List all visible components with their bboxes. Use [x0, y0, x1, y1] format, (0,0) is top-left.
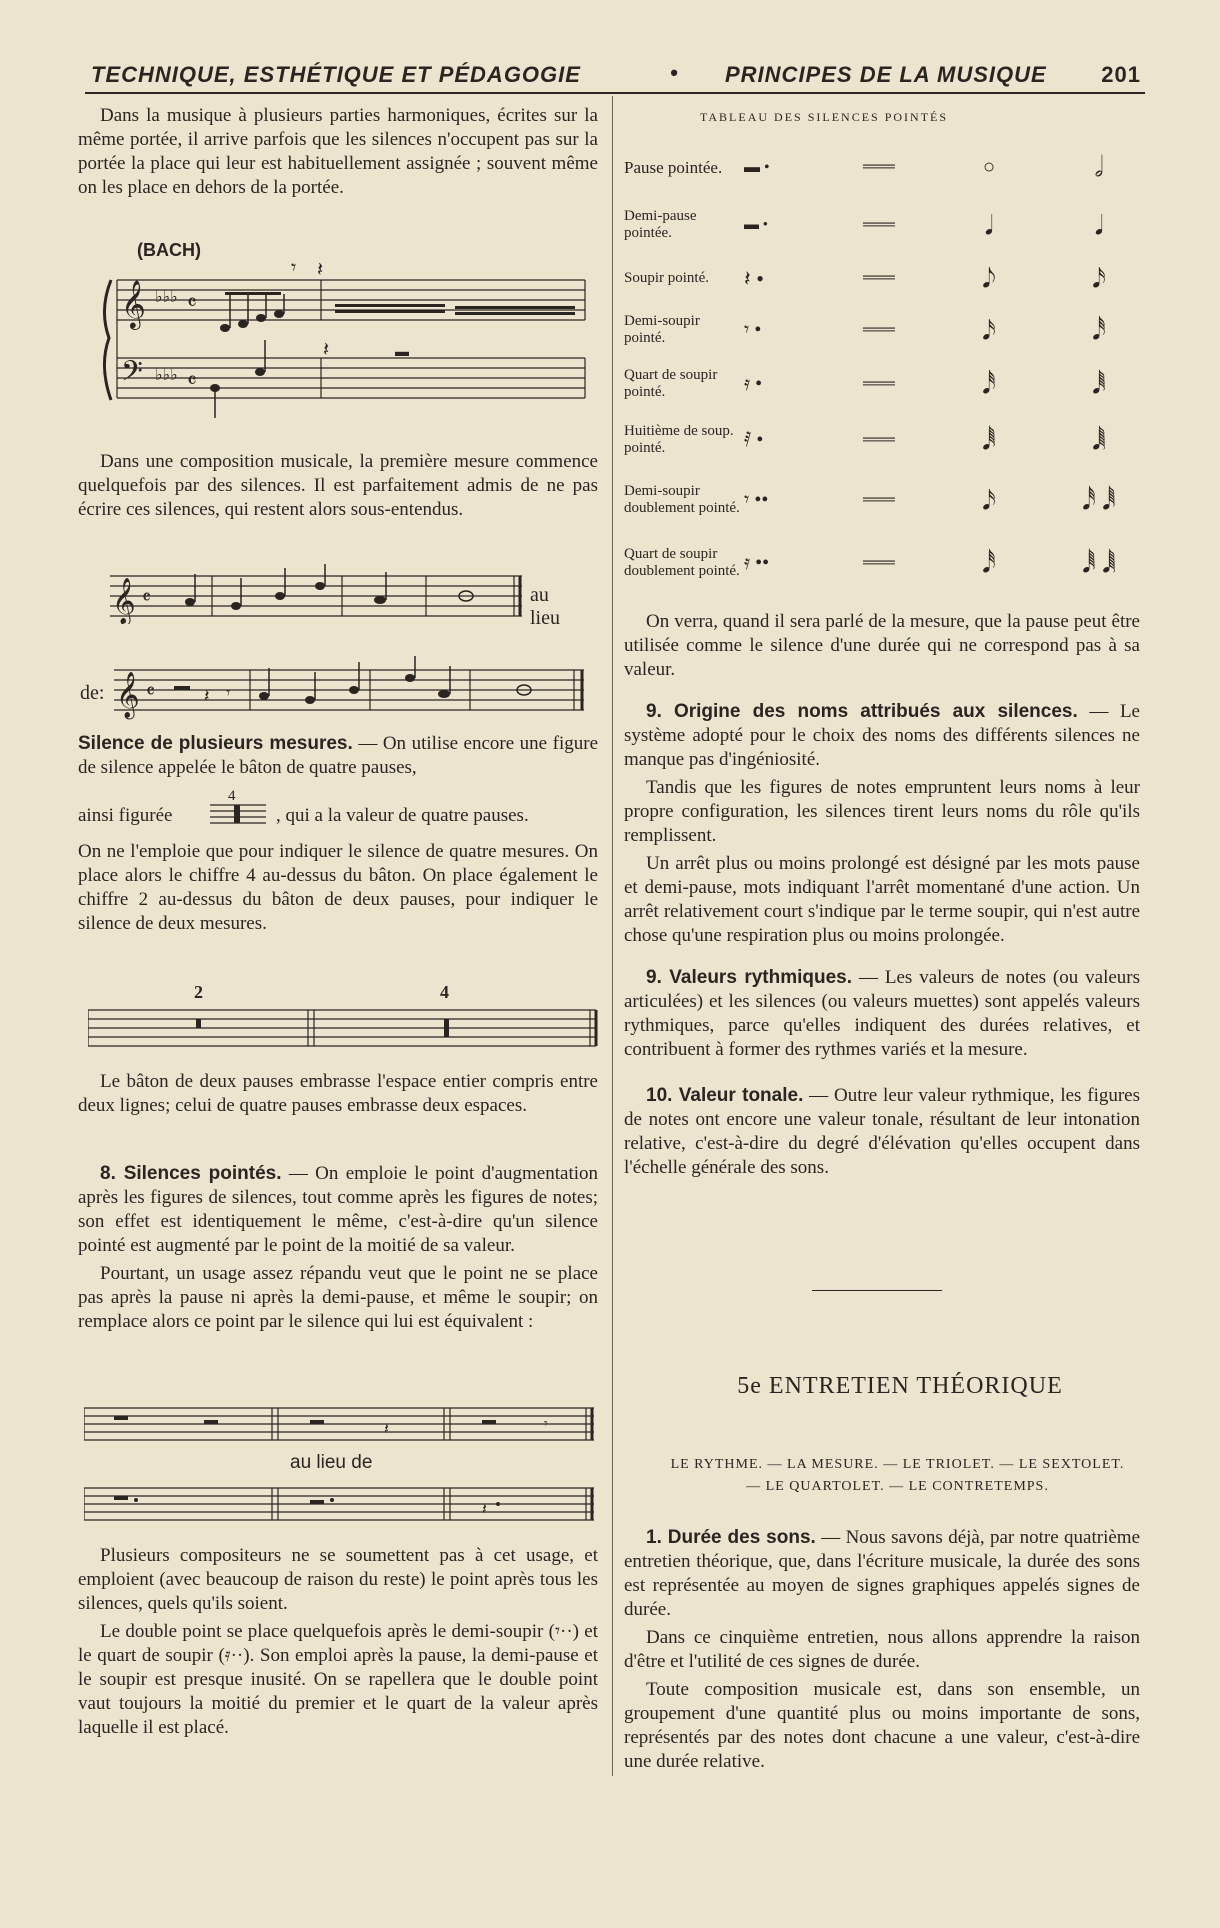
section-8: 8. Silences pointés. — On emploie le point d'augmentation après les figures de silences, tout comme après les figures de notes; son effet est identiquement le même, c'est-à-dire qu'un silence pointé est augmenté par le point de la moitié de sa valeur. Pourtant, un usage assez répandu veut que le point ne se place pas après la pause ni après la demi-pause, et même le soupir; on remplace alors ce point par le silence qui lui est équivalent : — [78, 1163, 598, 1332]
figure-number: 4 — [228, 788, 236, 804]
table-row: Pause pointée. ▬ • ═══ ○ 𝅗𝅥 — [624, 151, 1104, 183]
table-row: Quart de soupir pointé. 𝄿 • ═══ 𝅘𝅥𝅰 𝅘𝅥𝅱 — [624, 367, 1106, 400]
section-separator — [812, 1290, 942, 1291]
bach-label: (BACH) — [137, 240, 201, 260]
number-4: 4 — [440, 982, 449, 1002]
svg-text:♭♭♭: ♭♭♭ — [155, 367, 178, 384]
chapter-subtitle — [620, 1454, 1175, 1498]
table-row: Quart de soupir doublement pointé. 𝄿 •• ═══ 𝅘𝅥𝅰 𝅘𝅥𝅱 𝅘𝅥𝅲 — [624, 546, 1116, 579]
svg-text:▬: ▬ — [395, 345, 409, 360]
svg-text:𝄾: 𝄾 — [544, 1417, 548, 1432]
section-10-title: 10. Valeur tonale. — [646, 1085, 804, 1106]
au-lieu-label: au lieu — [530, 584, 560, 629]
chapter-subtitle-line-2: — LE QUARTOLET. — LE CONTRETEMPS. — [746, 1479, 1049, 1494]
chapter-title: 5e ENTRETIEN THÉORIQUE — [737, 1373, 1063, 1399]
grand-staff-svg — [95, 240, 595, 430]
section-8-title: 8. Silences pointés. — [100, 1163, 282, 1184]
svg-text:𝄽: 𝄽 — [323, 339, 330, 361]
header-right-title: PRINCIPES DE LA MUSIQUE — [725, 62, 1047, 87]
table-title: TABLEAU DES SILENCES POINTÉS — [700, 110, 949, 124]
column-divider — [612, 96, 613, 1776]
left-paragraph-2: Dans une composition musicale, la première mesure commence quelquefois par des silences. Il est parfaitement admis de ne pas écrire ces silences, qui restent alors sous-entendus. — [78, 451, 598, 520]
section-9-origine-title: 9. Origine des noms attribués aux silences. — [646, 701, 1078, 722]
table-row: Demi-soupir pointé. 𝄾 • ═══ 𝅘𝅥𝅯 𝅘𝅥𝅰 — [624, 313, 1106, 346]
svg-text:𝄽: 𝄽 — [482, 1501, 487, 1518]
section-9-valeurs-title: 9. Valeurs rythmiques. — [646, 967, 853, 988]
page-number: 201 — [1101, 62, 1141, 87]
table-row: Demi-pause pointée. ▬ • ═══ 𝅘𝅥 𝅘𝅥 — [624, 208, 1104, 241]
svg-text:𝄴: 𝄴 — [142, 587, 151, 609]
section-title-silence-mesures: Silence de plusieurs mesures. — [78, 733, 353, 754]
left-paragraphs-end: Plusieurs compositeurs ne se soumettent pas à cet usage, et emploient (avec beaucoup de raison du reste) le point après tous les silences, quels qu'ils soient. Le double point se place quelquefois après le demi-soupir (𝄾··) et le quart de soupir (𝄿··). Son emploi après la pause, la demi-pause et le soupir est presque inusité. On se rapellera que le double point vaut toujours la moitié du premier et le quart de la valeur après laquelle il est placé. — [78, 1545, 598, 1738]
baton-quatre-pauses-figure — [210, 802, 266, 828]
number-2: 2 — [194, 982, 203, 1002]
svg-text:𝄴: 𝄴 — [146, 681, 155, 703]
svg-text:𝄾: 𝄾 — [226, 685, 231, 702]
table-row: Huitième de soup. pointé. 𝅀 • ═══ 𝅘𝅥𝅱 𝅘𝅥𝅲 — [624, 423, 1106, 456]
svg-text:𝄽: 𝄽 — [384, 1421, 389, 1438]
chapter-subtitle-line-1: LE RYTHME. — LA MESURE. — LE TRIOLET. — LE SEXTOLET. — [670, 1457, 1125, 1472]
svg-text:𝄽: 𝄽 — [317, 259, 324, 281]
running-header — [85, 58, 1145, 94]
right-text-block-2: 1. Durée des sons. — Nous savons déjà, par notre quatrième entretien théorique, que, dans l'écriture musicale, la durée des sons est représentée au moyen de signes graphiques appelés signes de durée. Dans ce cinquième entretien, nous allons apprendre la raison d'être et l'utilité de ces signes de durée. Toute composition musicale est, dans son ensemble, un groupement d'une quantité plus ou moins importante de sons, représentés par des notes dont chacune a une valeur, c'est-à-dire une durée relative. — [624, 1527, 1141, 1772]
table-row: Demi-soupir doublement pointé. 𝄾 •• ═══ 𝅘𝅥𝅯 𝅘𝅥𝅰 𝅘𝅥𝅱 — [624, 483, 1116, 516]
silence-plusieurs-section: Silence de plusieurs mesures. — On utilise encore une figure de silence appelée le bâton de quatre pauses, ainsi figurée 4 , qui a la valeur de quatre pauses. On ne l'emploie que pour indiquer le silence de quatre mesures. On place alors le chiffre 4 au-dessus du bâton. On place également le chiffre 2 au-dessus du bâton de deux pauses, pour indiquer le silence de deux mesures. — [78, 733, 599, 934]
au-lieu-de-label: au lieu de — [290, 1452, 373, 1473]
pointes-example-staff-1 — [84, 1404, 596, 1444]
svg-text:♭♭♭: ♭♭♭ — [155, 289, 178, 306]
svg-text:𝄞: 𝄞 — [121, 282, 146, 328]
de-label: de: — [80, 682, 105, 704]
left-paragraph-4: Le bâton de deux pauses embrasse l'espace entier compris entre deux lignes; celui de quatre pauses embrasse deux espaces. — [78, 1071, 598, 1116]
header-left-title: TECHNIQUE, ESTHÉTIQUE ET PÉDAGOGIE — [91, 62, 581, 87]
svg-text:𝄾: 𝄾 — [291, 257, 297, 279]
svg-text:𝄞: 𝄞 — [116, 672, 140, 717]
chapter-section-1-title: 1. Durée des sons. — [646, 1527, 816, 1548]
right-text-block-1: On verra, quand il sera parlé de la mesure, que la pause peut être utilisée comme le silence d'une durée qui ne correspond pas à sa valeur. 9. Origine des noms attribués aux silences. — Le système adopté pour le choix des noms des différents silences ne manque pas d'ingéniosité. Tandis que les figures de notes empruntent leurs noms à leur propre configuration, les silences tirent leurs noms du rôle qu'ils remplissent. Un arrêt plus ou moins prolongé est désigné par les mots pause et demi-pause, mots indiquant l'arrêt momentané d'une action. Un arrêt relativement court s'indique par le terme soupir, qui n'est autre chose qu'une respiration plus ou moins prolongée. 9. Valeurs rythmiques. — Les valeurs de notes (ou valeurs articulées) et les silences (ou valeurs muettes) sont appelés valeurs rythmiques, parce qu'elles indiquent des durées relatives, et contribuent à former des rythmes variés et la mesure. 10. Valeur tonale. — Outre leur valeur rythmique, les figures de notes ont encore une valeur tonale, résultant de leur intonation relative, c'est-à-dire du degré d'élévation qu'elles occupent dans l'échelle générale des sons. — [624, 611, 1141, 1178]
baton-figure-line: ainsi figurée 4 , qui a la valeur de quatre pauses. — [78, 786, 598, 832]
svg-text:𝄢: 𝄢 — [121, 357, 143, 394]
header-bullet: • — [670, 60, 679, 85]
pointes-example-staff-2 — [84, 1484, 596, 1524]
dotted-rests-table — [624, 136, 1154, 594]
svg-text:𝄽: 𝄽 — [204, 686, 210, 706]
svg-text:𝄴: 𝄴 — [187, 290, 197, 315]
bach-example-staff — [95, 240, 595, 430]
table-row: Soupir pointé. 𝄽 • ═══ 𝅘𝅥𝅮 𝅘𝅥𝅯 — [624, 263, 1106, 293]
svg-text:𝄴: 𝄴 — [187, 368, 197, 393]
example-staff-1 — [110, 564, 560, 629]
left-paragraph-1: Dans la musique à plusieurs parties harmoniques, écrites sur la même portée, il arrive parfois que les silences n'occupent pas sur la portée la place qui leur est habituellement assignée ; souvent même on les place en dehors de la portée. — [78, 105, 598, 198]
svg-text:𝄞: 𝄞 — [112, 578, 136, 623]
